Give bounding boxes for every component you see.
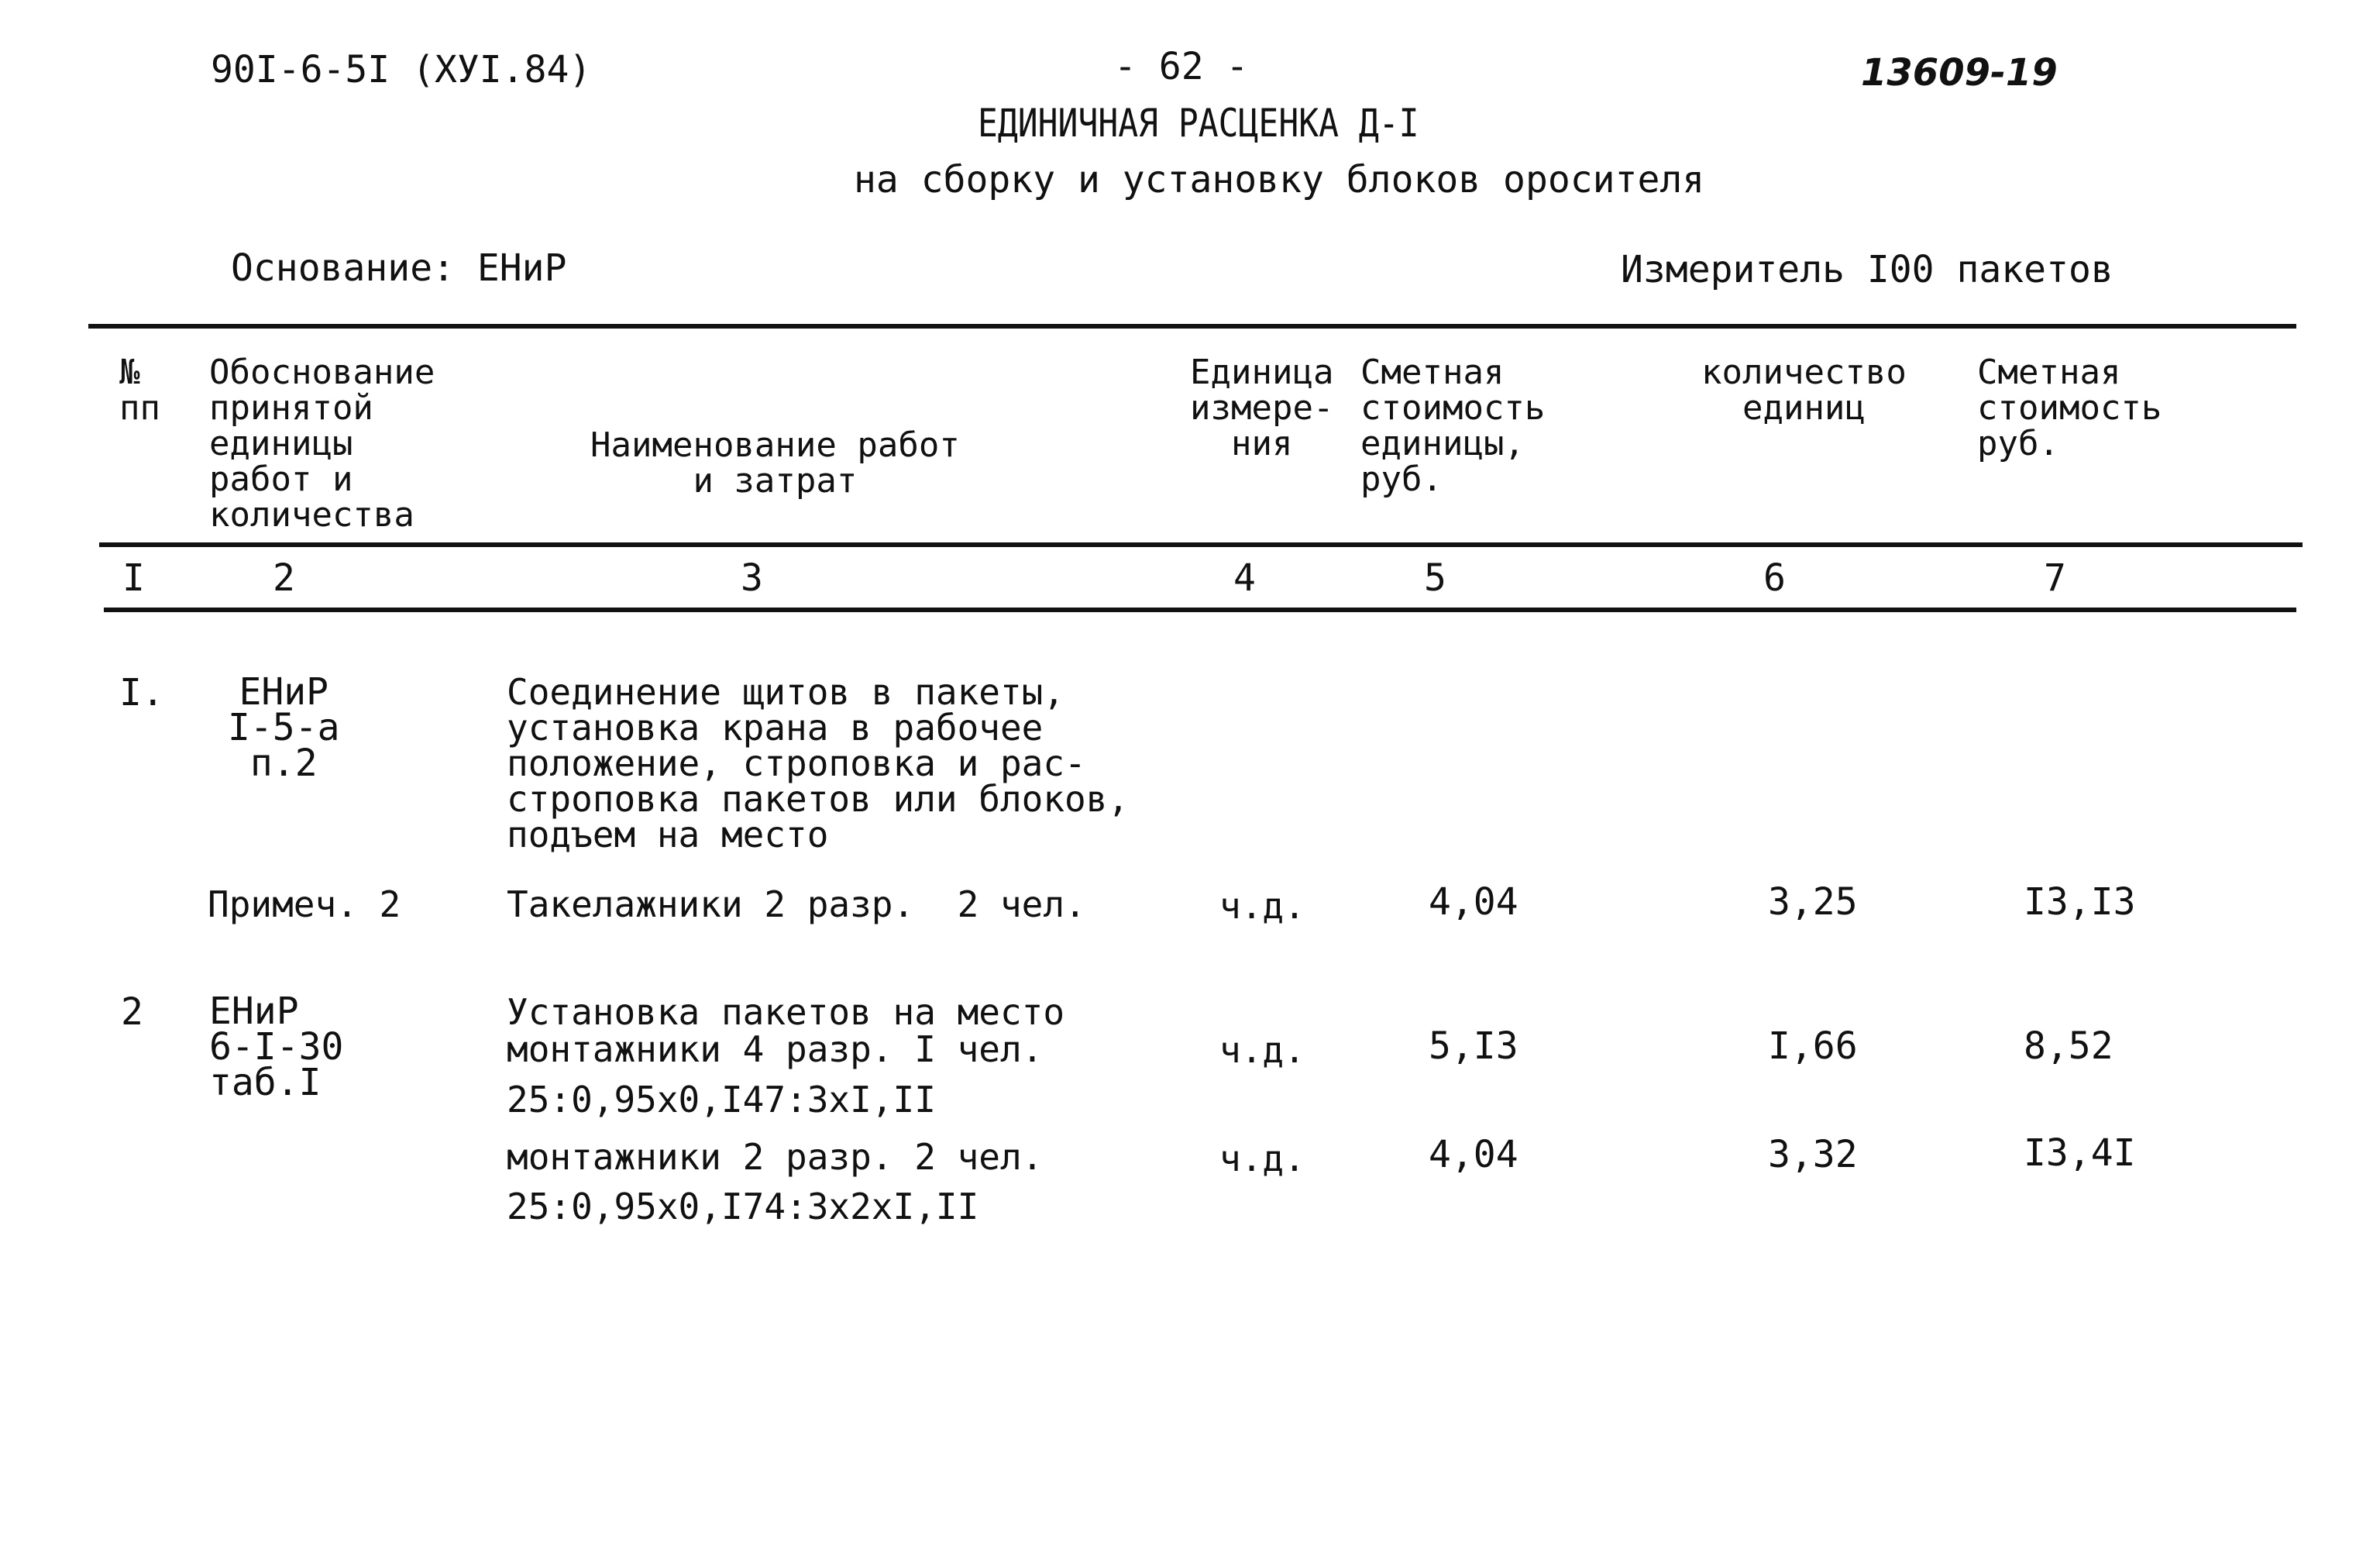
header-unit: Единица измере- ния [1190,353,1334,463]
row-formula: 25:0,95x0,I47:3xI,II [507,1079,936,1121]
header-bottom-rule [99,542,2303,547]
row-number: I. [119,671,164,714]
document-subtitle: на сборку и установку блоков оросителя [854,158,1705,201]
row-total-cost: I3,4I [2024,1131,2136,1175]
page-number: - 62 - [1114,45,1249,88]
row-quantity: I,66 [1768,1024,1858,1068]
header-total-cost: Сметная стоимость руб. [1977,353,2162,463]
row-basis: ЕНиР 6-I-30 таб.I [209,990,344,1104]
row-unit: ч.д. [1219,1138,1305,1179]
row-basis: ЕНиР I-5-а п.2 [228,670,340,785]
column-number: 5 [1424,556,1446,600]
column-numbers-bottom-rule [104,608,2296,612]
row-unit-cost: 4,04 [1429,880,1518,924]
row-work-name: Такелажники 2 разр. 2 чел. [507,883,1086,925]
unit-meter-label: Измеритель I00 пакетов [1621,248,2113,291]
basis-label: Основание: ЕНиР [231,246,567,290]
row-work-name: монтажники 2 разр. 2 чел. [507,1136,1044,1178]
row-formula: 25:0,95x0,I74:3x2xI,II [507,1186,979,1227]
column-number: 6 [1763,556,1786,600]
row-quantity: 3,25 [1768,880,1858,924]
row-unit: ч.д. [1219,885,1305,927]
column-number: 7 [2044,556,2066,600]
row-total-cost: I3,I3 [2024,880,2136,924]
row-unit-cost: 4,04 [1429,1133,1518,1176]
header-basis: Обоснование принятой единицы работ и количества [209,353,435,535]
header-unit-cost: Сметная стоимость единицы, руб. [1360,353,1546,499]
row-basis: Примеч. 2 [208,883,401,925]
document-code: 90I-6-5I (XУI.84) [211,48,592,91]
column-number: 4 [1233,556,1256,600]
row-total-cost: 8,52 [2024,1024,2113,1068]
column-number: 2 [273,556,295,600]
row-work-name: Установка пакетов на место монтажники 4 разр. I чел. [507,991,1065,1070]
row-number: 2 [121,990,143,1034]
row-quantity: 3,32 [1768,1133,1858,1176]
table-top-rule [88,324,2296,329]
header-work-name: Наименование работ и затрат [590,425,960,501]
row-unit-cost: 5,I3 [1429,1024,1518,1068]
row-unit: ч.д. [1219,1029,1305,1071]
column-number: 3 [741,556,763,600]
document-title: ЕДИНИЧНАЯ РАСЦЕНКА Д-I [978,101,1419,146]
row-work-name: Соединение щитов в пакеты, установка крана в рабочее положение, строповка и рас- строповка пакетов или блоков, подъем на место [507,671,1130,855]
header-quantity: количество единиц [1701,353,1907,428]
column-number: I [122,556,145,600]
archive-number: 13609-19 [1861,51,2058,95]
header-row-number: № пп [119,353,160,428]
